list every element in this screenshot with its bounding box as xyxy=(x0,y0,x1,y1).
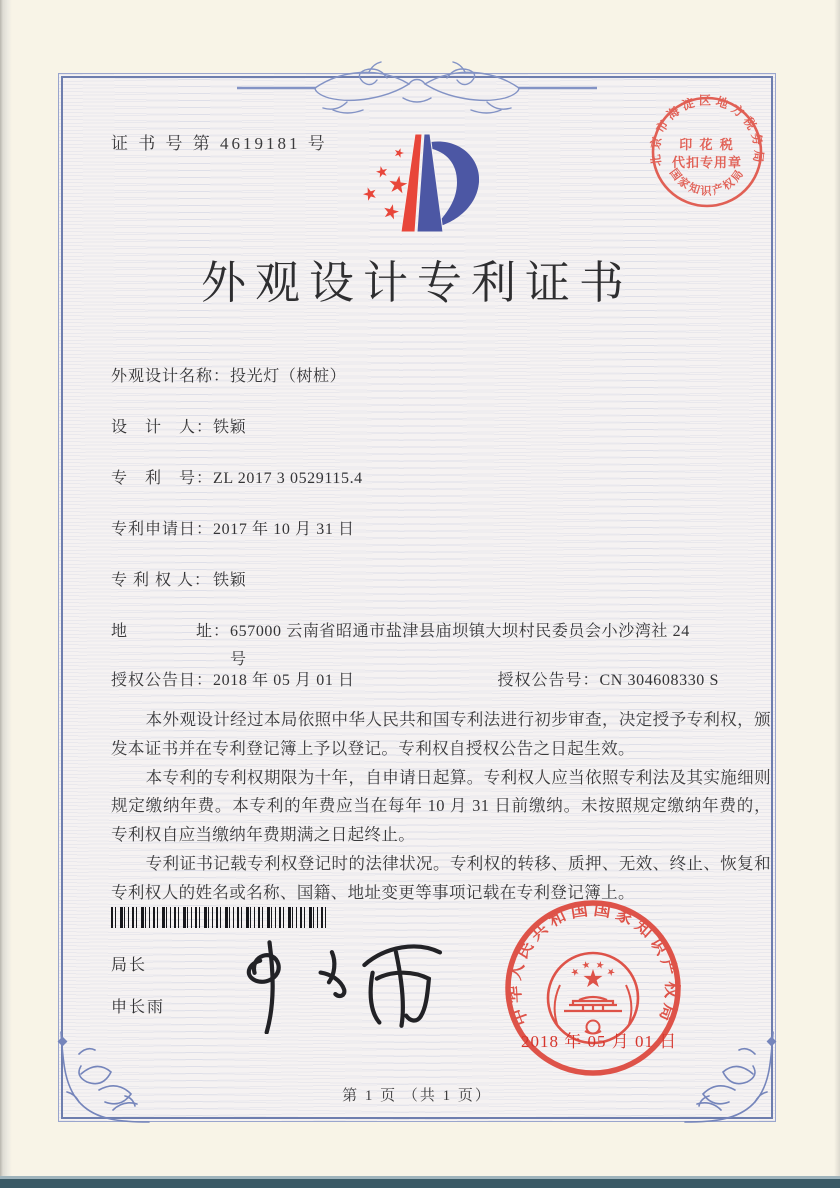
field-grant-number xyxy=(497,667,719,694)
certificate-title: 外观设计专利证书 xyxy=(200,258,633,308)
seal-date: 2018 年 05 月 01 日 xyxy=(521,1032,678,1051)
top-flourish-ornament xyxy=(237,58,597,120)
field-label: 授权公告日： xyxy=(111,672,214,689)
field-label: 地 址： xyxy=(111,623,231,640)
svg-text:国家知识产权局 xyxy=(667,166,747,198)
certificate-fields xyxy=(111,363,771,908)
tax-stamp-line1: 印 花 税 xyxy=(679,137,735,152)
field-design-name xyxy=(111,363,719,390)
field-value: 2018 年 05 月 01 日 xyxy=(213,672,355,689)
certificate-number: 证 书 号 第 4619181 号 xyxy=(111,134,328,153)
signature-handwriting xyxy=(227,934,447,1034)
tax-stamp-arc-bottom: 国家知识产权局 xyxy=(666,166,748,198)
field-label: 专 利 权 人： xyxy=(111,572,212,589)
field-grant-date xyxy=(111,667,355,694)
field-label: 专利申请日： xyxy=(111,521,214,538)
field-value: 2017 年 10 月 31 日 xyxy=(213,521,355,538)
field-patentee xyxy=(111,567,719,594)
legal-paragraph-2: 本专利的专利权期限为十年，自申请日起算。专利权人应当依照专利法及其实施细则规定缴纳年费。本专利的年费应当在每年 10 月 31 日前缴纳。未按照规定缴纳年费的，专利权自应当缴纳年费期满之日起终止。 xyxy=(111,767,771,845)
tax-stamp-seal xyxy=(647,92,767,212)
corner-flourish-left xyxy=(55,1030,151,1126)
field-value: 铁颖 xyxy=(213,419,247,436)
field-label: 专 利 号： xyxy=(111,470,214,487)
field-designer xyxy=(111,414,719,441)
scan-edge-bottom xyxy=(0,1179,840,1188)
field-address xyxy=(111,618,719,674)
field-value: 657000 云南省昭通市盐津县庙坝镇大坝村民委员会小沙湾社 24 号 xyxy=(230,623,690,668)
patent-office-logo-icon xyxy=(355,130,487,234)
office-seal-ring-text: 中华人民共和国国家知识产权局 xyxy=(504,899,682,1029)
page-footer: 第 1 页 （共 1 页） xyxy=(342,1088,492,1104)
field-label: 授权公告号： xyxy=(497,672,600,689)
tax-stamp-line2: 代扣专用章 xyxy=(671,155,743,170)
director-block xyxy=(111,958,165,1016)
field-filing-date xyxy=(111,516,719,543)
director-title: 局长 xyxy=(111,957,148,974)
field-label: 设 计 人： xyxy=(111,419,214,436)
field-label: 外观设计名称： xyxy=(111,368,231,385)
legal-paragraph-3: 专利证书记载专利权登记时的法律状况。专利权的转移、质押、无效、终止、恢复和专利权人的姓名或名称、国籍、地址变更等事项记载在专利登记簿上。 xyxy=(111,853,771,902)
field-value: 铁颖 xyxy=(213,572,247,589)
field-value: 投光灯（树桩） xyxy=(230,368,347,385)
field-value: CN 304608330 S xyxy=(599,672,719,689)
corner-flourish-right xyxy=(683,1030,779,1126)
field-patent-number xyxy=(111,465,719,492)
tax-stamp-arc-top: 北京市海淀区地方税务局 xyxy=(647,93,767,168)
legal-paragraph-1: 本外观设计经过本局依照中华人民共和国专利法进行初步审查，决定授予专利权，颁发本证书并在专利登记簿上予以登记。专利权自授权公告之日起生效。 xyxy=(111,710,771,758)
scan-edge-left xyxy=(0,0,12,1188)
director-name: 申长雨 xyxy=(111,999,166,1016)
legal-text xyxy=(111,706,771,908)
field-value: ZL 2017 3 0529115.4 xyxy=(213,470,363,487)
certificate-frame xyxy=(58,73,776,1122)
scan-edge-right xyxy=(834,0,840,1188)
barcode xyxy=(111,907,327,928)
